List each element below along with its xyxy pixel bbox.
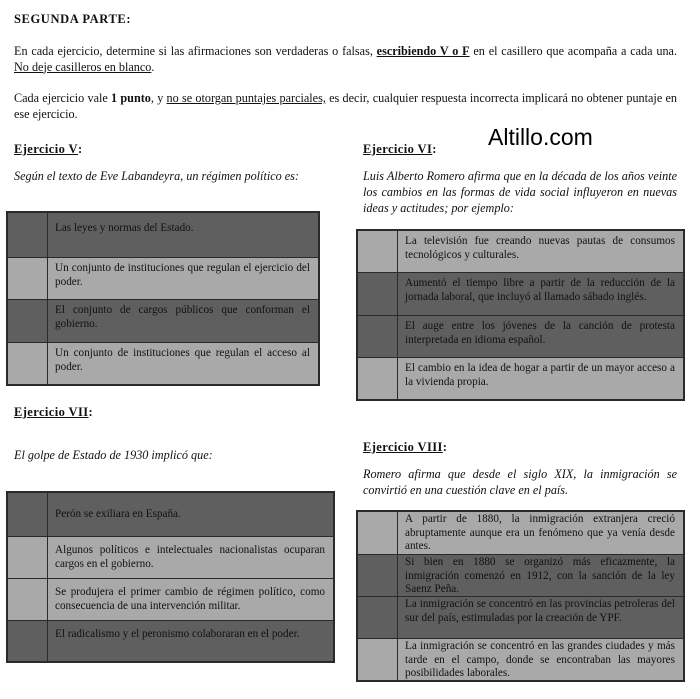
statement-text: La inmigración se concentró en las grandes ciudades y más tarde en el campo, donde se encontraban las mayores posibilidades laborales. <box>398 639 683 680</box>
exercise-8-prompt: Romero afirma que desde el siglo XIX, la inmigración se convirtió en una cuestión clave en el país. <box>363 467 677 497</box>
table-row <box>8 213 318 257</box>
answer-box[interactable] <box>358 597 398 638</box>
exercise-5-title: Ejercicio V <box>14 142 78 156</box>
exercise-8-heading: Ejercicio VIII: <box>363 440 448 454</box>
answer-box[interactable] <box>358 555 398 596</box>
table-row <box>8 299 318 342</box>
table-row <box>8 578 333 620</box>
instr1-part-c: en el casillero que acompaña a cada una. <box>469 44 677 58</box>
exercise-5-heading: Ejercicio V: <box>14 142 83 156</box>
instr2-part-a: Cada ejercicio vale <box>14 91 112 105</box>
statement-text: Aumentó el tiempo libre a partir de la reducción de la jornada laboral, que incluyó al llamado sábado inglés. <box>398 273 683 315</box>
answer-box[interactable] <box>358 231 398 272</box>
exercise-6-title: Ejercicio VI <box>363 142 433 156</box>
instr1-part-e: . <box>151 59 155 74</box>
table-row <box>358 638 683 680</box>
exercise-7-heading: Ejercicio VII: <box>14 405 94 419</box>
section-title: SEGUNDA PARTE: <box>14 12 132 26</box>
table-row <box>8 620 333 661</box>
table-row <box>358 357 683 399</box>
statement-text: Un conjunto de instituciones que regulan el acceso al poder. <box>48 343 318 384</box>
table-row <box>358 315 683 357</box>
statement-text: Algunos políticos e intelectuales nacionalistas ocuparan cargos en el gobierno. <box>48 537 333 578</box>
statement-text: El conjunto de cargos públicos que conforman el gobierno. <box>48 300 318 342</box>
instr2-part-e: es decir, cualquier respuesta incorrecta implicará no obtener puntaje en ese ejercicio. <box>14 91 677 121</box>
answer-box[interactable] <box>8 213 48 257</box>
statement-text: Un conjunto de instituciones que regulan el ejercicio del poder. <box>48 258 318 299</box>
answer-box[interactable] <box>8 343 48 384</box>
answer-box[interactable] <box>8 579 48 620</box>
table-row <box>8 493 333 536</box>
table-row <box>358 272 683 315</box>
statement-text: El cambio en la idea de hogar a partir de un mayor acceso a la vivienda propia. <box>398 358 683 399</box>
answer-box[interactable] <box>8 621 48 661</box>
answer-box[interactable] <box>358 358 398 399</box>
exercise-8-table <box>356 510 685 682</box>
instr2-points: 1 punto <box>111 91 151 105</box>
statement-text: Se produjera el primer cambio de régimen político, como consecuencia de una intervención militar. <box>48 579 333 620</box>
statement-text: Las leyes y normas del Estado. <box>48 213 318 257</box>
answer-box[interactable] <box>8 300 48 342</box>
answer-box[interactable] <box>8 258 48 299</box>
table-row <box>8 257 318 299</box>
answer-box[interactable] <box>358 316 398 357</box>
instr1-part-a: En cada ejercicio, determine si las afirmaciones son verdaderas o falsas, <box>14 44 377 58</box>
statement-text: La inmigración se concentró en las provincias petroleras del sur del país, estimuladas por la creación de YPF. <box>398 597 683 638</box>
statement-text: Si bien en 1880 se organizó más eficazmente, la inmigración comenzó en 1912, con la sanción de la ley Saenz Peña. <box>398 555 683 596</box>
answer-box[interactable] <box>358 639 398 680</box>
answer-box[interactable] <box>358 273 398 315</box>
statement-text: Perón se exiliara en España. <box>48 493 333 536</box>
statement-text: El radicalismo y el peronismo colaboraran en el poder. <box>48 621 333 661</box>
table-row <box>8 342 318 384</box>
table-row <box>358 554 683 596</box>
table-row <box>8 536 333 578</box>
instructions-paragraph-2 <box>14 91 677 122</box>
exercise-6-heading: Ejercicio VI: <box>363 142 438 156</box>
instr1-emphasis-vf: escribiendo V o F <box>376 44 470 58</box>
exercise-6-prompt: Luis Alberto Romero afirma que en la década de los años veinte los cambios en las formas de vida social influyeron en nuevas ideas y actitudes; por ejemplo: <box>363 169 677 215</box>
brand-logo-text: Altillo.com <box>488 124 593 150</box>
exercise-7-title: Ejercicio VII <box>14 405 89 419</box>
answer-box[interactable] <box>358 512 398 554</box>
instructions-paragraph-1 <box>14 44 677 75</box>
table-row <box>358 512 683 554</box>
exercise-6-table <box>356 229 685 401</box>
instr2-part-c: , y <box>150 91 167 105</box>
exercise-7-prompt: El golpe de Estado de 1930 implicó que: <box>14 448 213 462</box>
statement-text: A partir de 1880, la inmigración extranjera creció abruptamente aunque era un fenómeno que ya venía desde antes. <box>398 512 683 554</box>
instr2-no-partial: no se otorgan puntajes parciales, <box>166 91 326 105</box>
statement-text: El auge entre los jóvenes de la canción de protesta interpretada en idioma español. <box>398 316 683 357</box>
answer-box[interactable] <box>8 537 48 578</box>
answer-box[interactable] <box>8 493 48 536</box>
exercise-8-title: Ejercicio VIII <box>363 440 443 454</box>
statement-text: La televisión fue creando nuevas pautas de consumos tecnológicos y culturales. <box>398 231 683 272</box>
table-row <box>358 231 683 272</box>
exercise-5-prompt: Según el texto de Eve Labandeyra, un régimen político es: <box>14 169 299 183</box>
table-row <box>358 596 683 638</box>
exercise-5-table <box>6 211 320 386</box>
instr1-no-blank: No deje casilleros en blanco <box>14 59 152 74</box>
exercise-7-table <box>6 491 335 663</box>
